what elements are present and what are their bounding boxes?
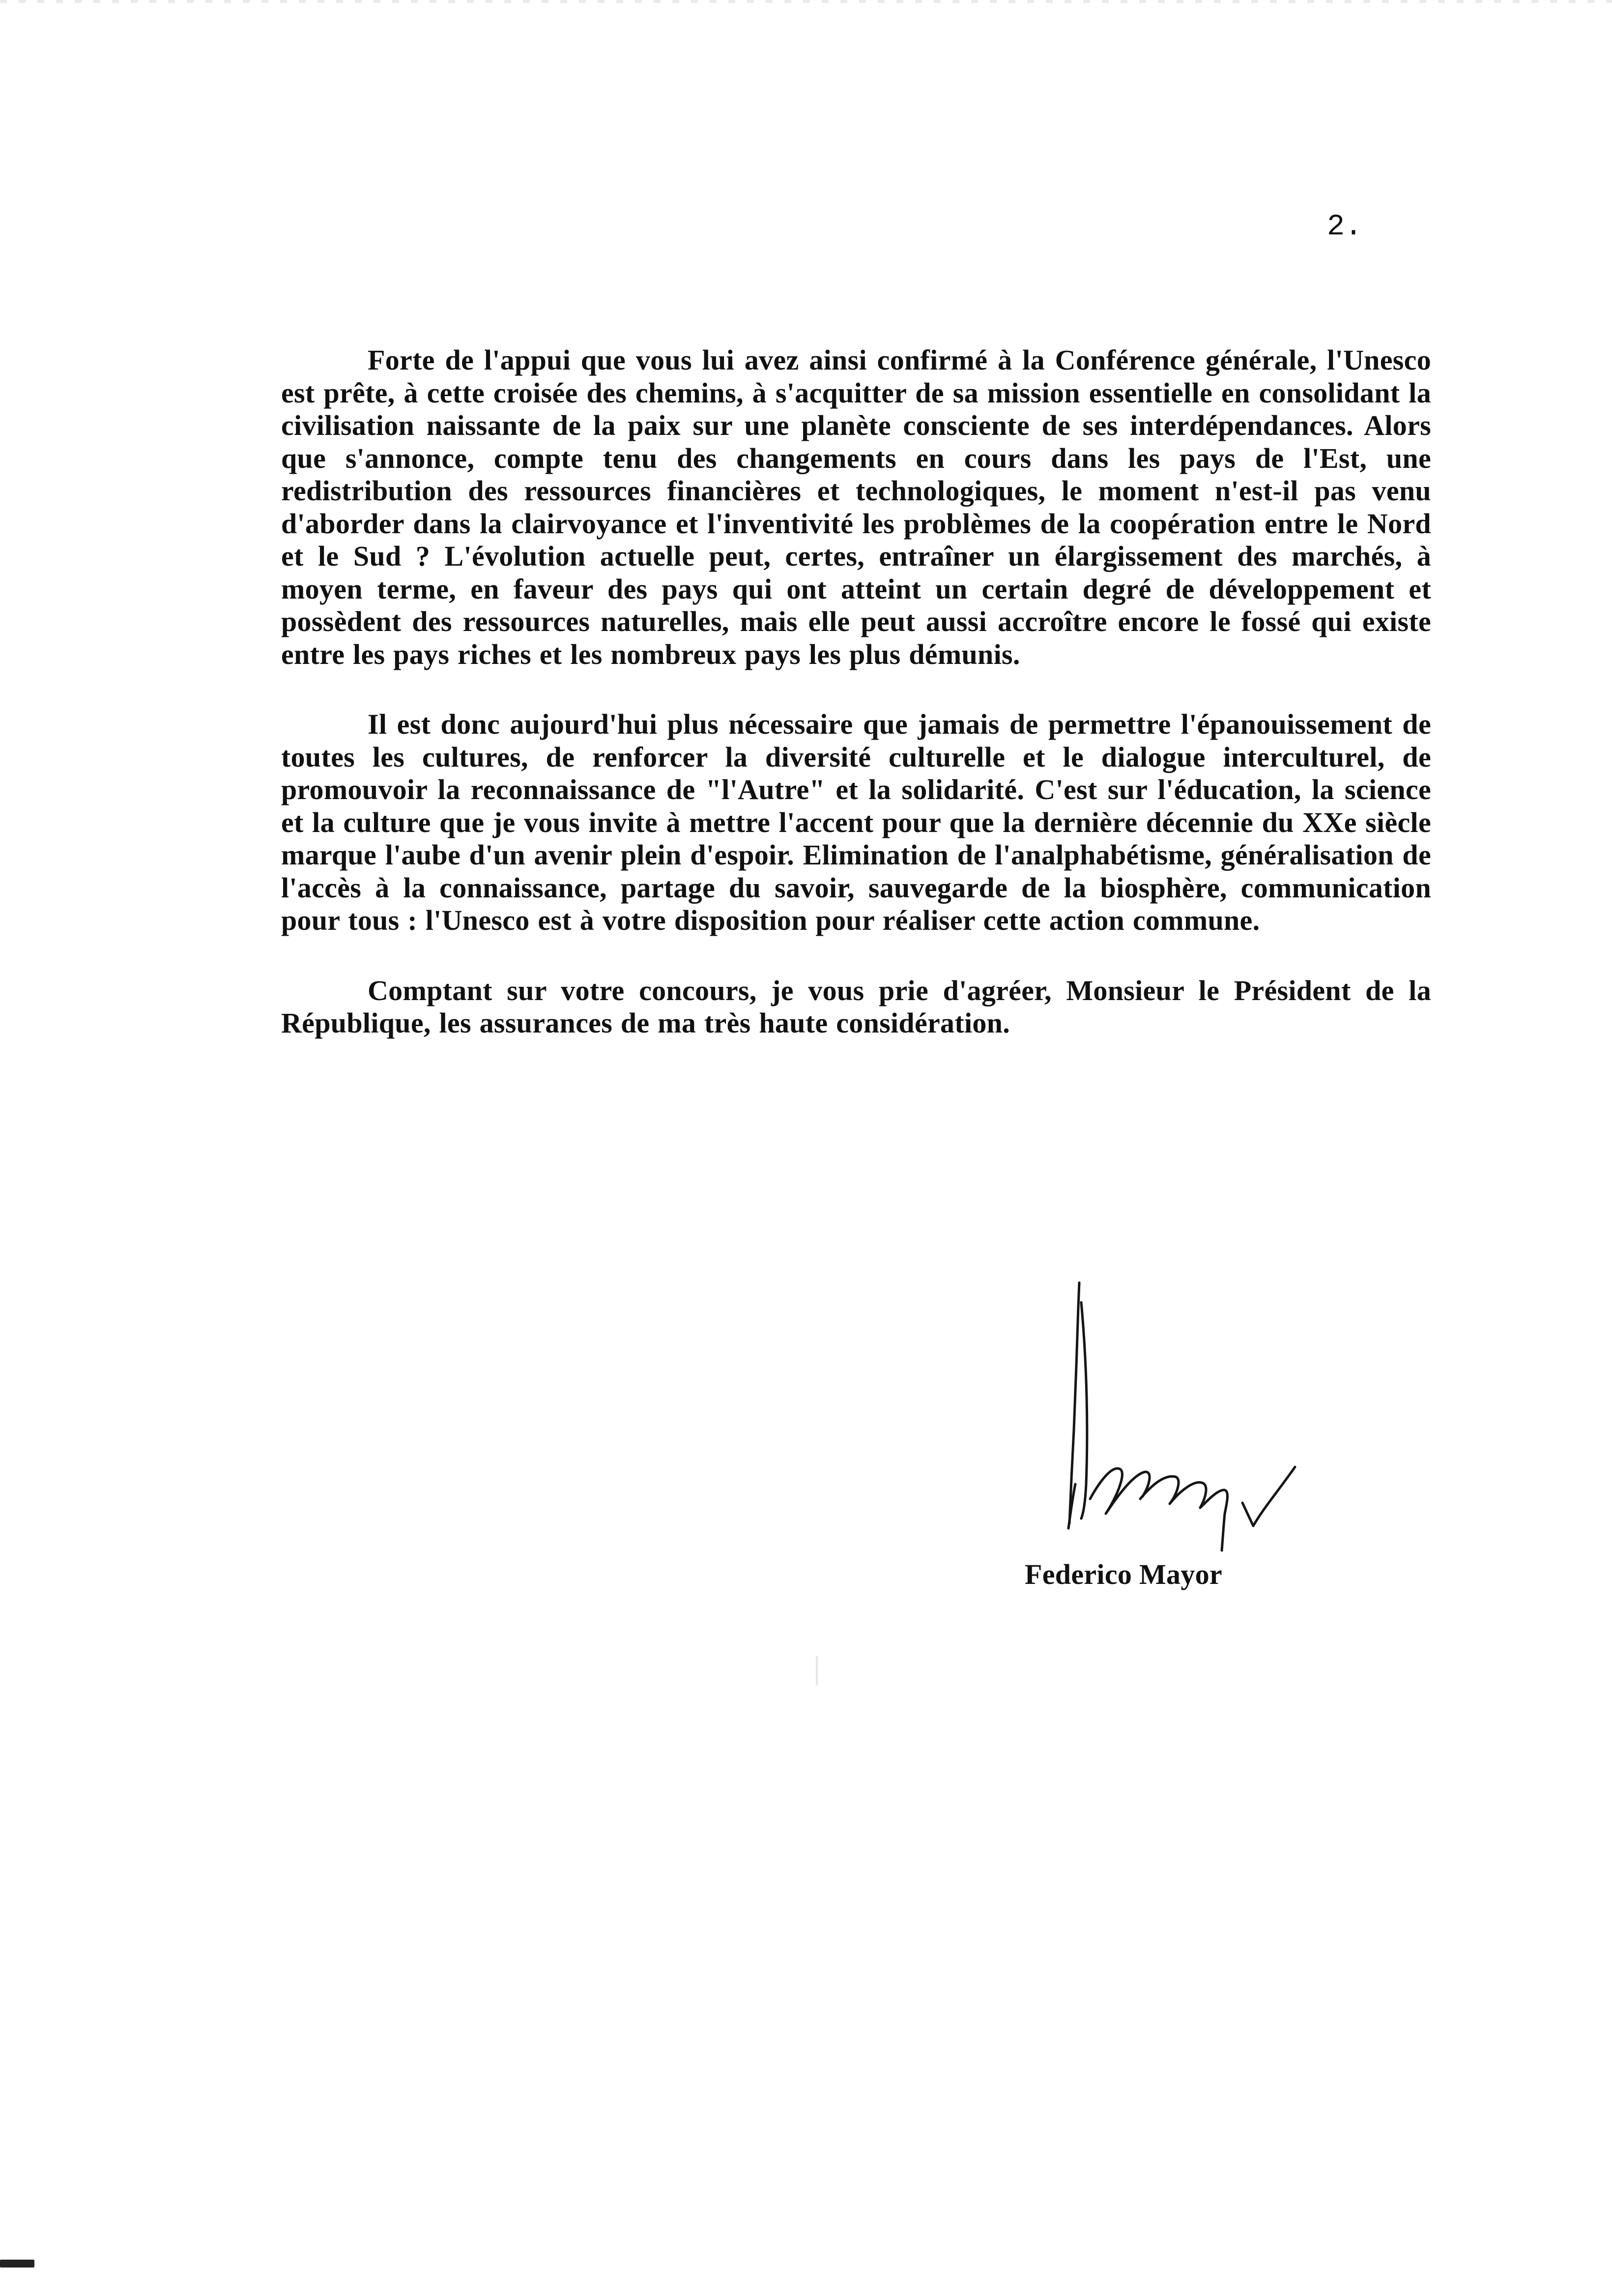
paragraph-2: Il est donc aujourd'hui plus nécessaire que jamais de permettre l'épanouissement de toutes les cultures, de renforcer la diversité culturelle et le dialogue interculturel, de promouvoir la reconnaissance de "l'Autre" et la solidarité. C'est sur l'éducation, la science et la culture que je vous invite à mettre l'accent pour que la dernière décennie du XXe siècle marque l'aube d'un avenir plein d'espoir. Elimination de l'analphabétisme, généralisation de l'accès à la connaissance, partage du savoir, sauvegarde de la biosphère, communication pour tous : l'Unesco est à votre disposition pour réaliser cette action commune. xyxy=(281,708,1431,936)
signatory-name: Federico Mayor xyxy=(1025,1558,1222,1590)
letter-body xyxy=(281,344,1431,1040)
paragraph-3-closing: Comptant sur votre concours, je vous prie d'agréer, Monsieur le Président de la République, les assurances de ma très haute considération. xyxy=(281,974,1431,1039)
paragraph-1: Forte de l'appui que vous lui avez ainsi confirmé à la Conférence générale, l'Unesco est prête, à cette croisée des chemins, à s'acquitter de sa mission essentielle en consolidant la civilisation naissante de la paix sur une planète consciente de ses interdépendances. Alors que s'annonce, compte tenu des changements en cours dans les pays de l'Est, une redistribution des ressources financières et technologiques, le moment n'est-il pas venu d'aborder dans la clairvoyance et l'inventivité les problèmes de la coopération entre le Nord et le Sud ? L'évolution actuelle peut, certes, entraîner un élargissement des marchés, à moyen terme, en faveur des pays qui ont atteint un certain degré de développement et possèdent des ressources naturelles, mais elle peut aussi accroître encore le fossé qui existe entre les pays riches et les nombreux pays les plus démunis. xyxy=(281,344,1431,670)
handwritten-signature xyxy=(1047,1268,1342,1563)
scan-edge-mark xyxy=(0,2260,34,2267)
scan-artifact xyxy=(816,1656,818,1686)
signature-drawing xyxy=(1047,1268,1342,1563)
page-number: 2. xyxy=(1327,210,1363,244)
scan-edge-artifact xyxy=(0,0,1612,3)
